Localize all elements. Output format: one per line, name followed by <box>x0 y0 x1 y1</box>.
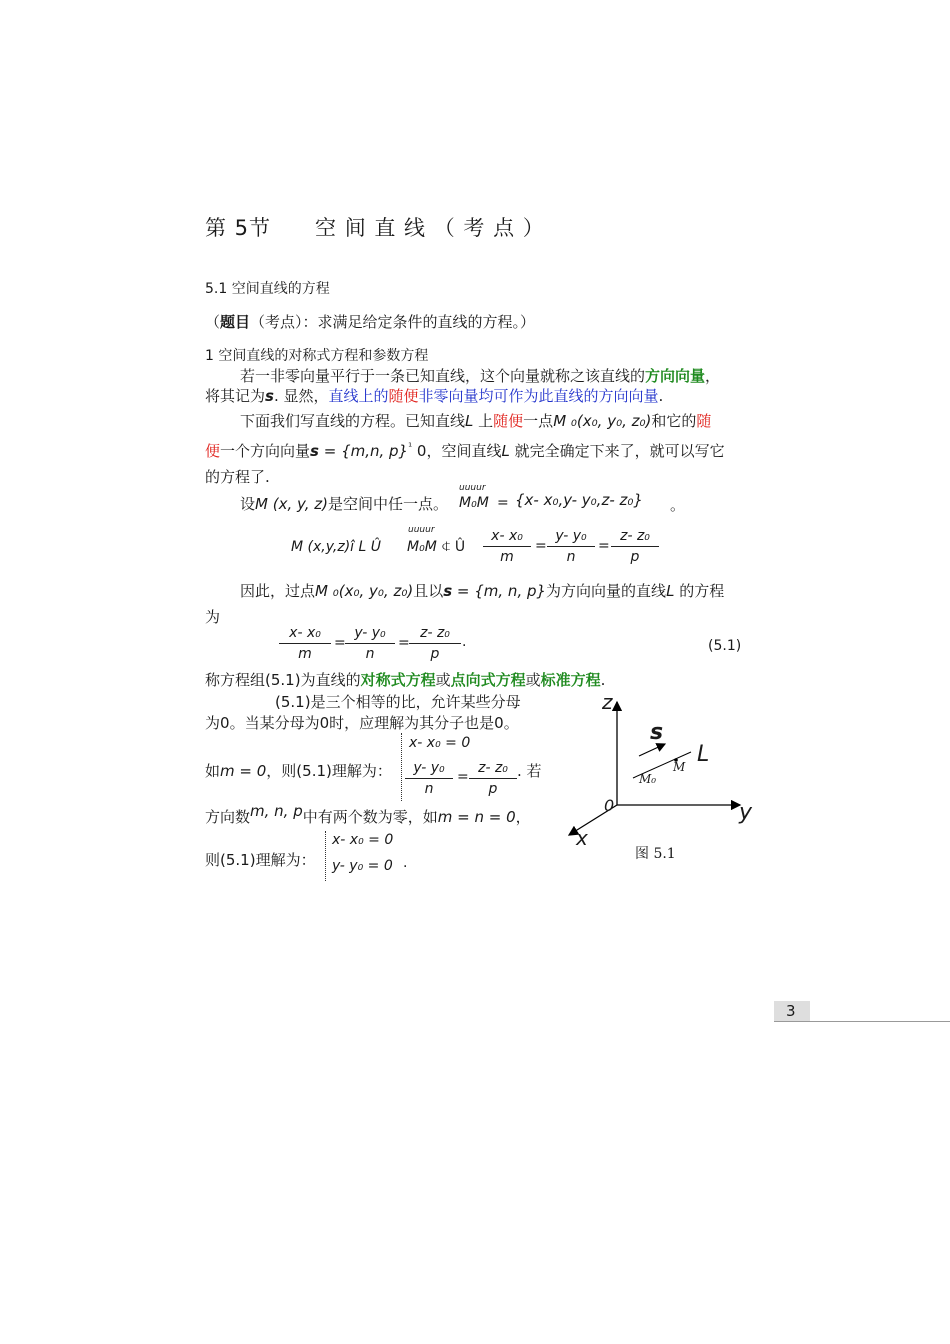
case2-line2: y- y₀ = 0 <box>332 858 393 874</box>
eq51-fraction-x <box>279 625 331 662</box>
symbol-L: L <box>501 442 510 460</box>
fraction-x <box>483 528 531 565</box>
vector-s-arrow <box>639 744 665 756</box>
text: 和它的 <box>651 412 697 430</box>
paragraph-6-line-1 <box>275 691 521 712</box>
symbol-L: L <box>465 412 474 430</box>
fraction-bar <box>611 546 659 547</box>
equals: = <box>398 635 410 651</box>
vector-M0M: M₀M <box>459 495 489 511</box>
s-label: s <box>650 720 664 745</box>
fraction-z <box>611 528 659 565</box>
case1-fraction-y <box>405 760 453 797</box>
highlight-blue: 非零向量均可作为此直线的方向向量 <box>418 387 659 405</box>
text: 方向数 <box>205 808 251 826</box>
period: . <box>462 634 467 650</box>
fraction-bar <box>409 643 461 644</box>
case1-line1: x- x₀ = 0 <box>409 735 471 751</box>
section-heading: 5.1 空间直线的方程 <box>205 281 330 297</box>
origin-label: 0 <box>604 796 615 815</box>
denominator: m <box>298 646 312 662</box>
text: 或 <box>525 671 541 689</box>
numerator: z- z₀ <box>420 625 450 641</box>
numerator: y- y₀ <box>555 528 587 544</box>
eq51-fraction-z <box>409 625 461 662</box>
text: 若一非零向量平行于一条已知直线，这个向量就称之该直线的 <box>240 367 646 385</box>
equals: = <box>535 538 547 554</box>
highlight-blue: 直线上的 <box>328 387 389 405</box>
highlight-red: 随 <box>696 412 712 430</box>
text: 时，应理解为其分子也是 <box>329 714 495 732</box>
fraction-bar <box>345 643 395 644</box>
term-symmetric: 对称式方程 <box>360 671 436 689</box>
term-direction-vector: 方向向量 <box>645 367 706 385</box>
eq51-fraction-y <box>345 625 395 662</box>
zero: 0 <box>220 714 230 732</box>
equals: = <box>457 769 469 785</box>
fraction-bar <box>405 778 453 779</box>
direction-set: = {m, n, p} <box>452 582 547 600</box>
topic-bold: 题目 <box>220 313 251 331</box>
text: 为直线的 <box>300 671 361 689</box>
term-standard: 标准方程 <box>540 671 601 689</box>
equation-ref: (5.1) <box>275 693 311 711</box>
text: . <box>600 671 606 689</box>
paragraph-5 <box>205 669 605 690</box>
x-label: x <box>576 826 588 850</box>
text: 中有两个数为零，如 <box>302 808 438 826</box>
vector-arrow-top: uuuur <box>408 525 435 535</box>
page-number: 3 <box>786 1002 796 1020</box>
paragraph-3 <box>240 493 448 514</box>
point-M0: M ₀(x₀, y₀, z₀) <box>315 582 414 600</box>
vector-s: s <box>443 582 453 600</box>
numerator: y- y₀ <box>413 760 445 776</box>
zero: 0 <box>494 714 504 732</box>
ne-symbol: ¹ <box>408 442 413 453</box>
denominator: n <box>424 781 434 797</box>
denominator: p <box>430 646 440 662</box>
text: 是三个相等的比，允许某些分母 <box>310 693 521 711</box>
topic-open: （ <box>205 313 221 331</box>
vector-arrow-top: uuuur <box>459 483 486 493</box>
paragraph-6-line-2 <box>205 712 519 733</box>
footer-rule <box>774 1021 950 1022</box>
topic-line <box>205 311 535 332</box>
case2-intro <box>205 849 316 870</box>
fraction-bar <box>483 546 531 547</box>
text: 。 <box>670 496 686 514</box>
denominator: m <box>500 549 514 565</box>
numerator: x- x₀ <box>491 528 523 544</box>
paragraph-4-line-2: 为 <box>205 608 221 626</box>
highlight-red: 便 <box>205 442 221 460</box>
text: 因此，过点 <box>240 582 316 600</box>
topic-rest: （考点）：求满足给定条件的直线的方程。） <box>250 313 536 331</box>
direction-set: = {m,n, p} <box>318 442 409 460</box>
paragraph-4-line-1 <box>240 580 724 601</box>
equation-ref: (5.1) <box>220 851 256 869</box>
zero: 0 <box>416 442 427 460</box>
text: 为方向向量的直线 <box>546 582 667 600</box>
highlight-red: 随便 <box>388 387 419 405</box>
numerator: x- x₀ <box>289 625 321 641</box>
text: 的方程 <box>674 582 725 600</box>
highlight-red: 随便 <box>493 412 524 430</box>
paragraph-1-line-1 <box>240 365 720 386</box>
text: . <box>658 387 664 405</box>
period: . <box>403 855 408 871</box>
text: 理解为： <box>331 762 392 780</box>
zero: 0 <box>319 714 330 732</box>
page-title: 第 5节 空 间 直 线 （ 考 点 ） <box>205 216 545 240</box>
y-label: y <box>739 800 753 825</box>
equation-ref: (5.1) <box>265 671 301 689</box>
term-point-direction: 点向式方程 <box>450 671 526 689</box>
m-n-zero: m = n = 0 <box>437 808 516 826</box>
direction-numbers: m, n, p <box>250 802 303 820</box>
paragraph-2-line-2 <box>205 440 725 461</box>
text: 如 <box>205 762 221 780</box>
text: 上 <box>473 412 494 430</box>
numerator: z- z₀ <box>620 528 650 544</box>
vector-M0M: M₀M <box>407 539 437 555</box>
equals: = <box>497 495 509 511</box>
text: ，则 <box>266 762 297 780</box>
equals: = <box>598 538 610 554</box>
text: 称方程组 <box>205 671 266 689</box>
m-equals-zero: m = 0 <box>220 762 267 780</box>
text: 为 <box>205 714 221 732</box>
equation-ref: (5.1) <box>296 762 332 780</box>
numerator: y- y₀ <box>354 625 386 641</box>
text: 。当某分母为 <box>229 714 320 732</box>
text: . 显然， <box>273 387 329 405</box>
denominator: p <box>630 549 640 565</box>
text: 是空间中任一点。 <box>327 495 448 513</box>
point-M0: M ₀(x₀, y₀, z₀) <box>553 412 652 430</box>
vector-s: s <box>265 387 274 405</box>
denominator: n <box>365 646 375 662</box>
z-label: z <box>602 690 613 714</box>
symbol-L: L <box>666 582 675 600</box>
point-M: M (x, y, z) <box>255 495 328 513</box>
fraction-bar <box>547 546 595 547</box>
denominator: p <box>488 781 498 797</box>
text: 一个方向向量 <box>220 442 311 460</box>
paragraph-1-line-2 <box>205 385 663 406</box>
M0-label: M₀ <box>639 772 657 786</box>
text: ， <box>515 808 531 826</box>
system-brace <box>325 831 330 881</box>
parallel-symbol: ⍧ Û <box>442 539 466 555</box>
denominator: n <box>566 549 576 565</box>
text: 则 <box>205 851 221 869</box>
M-label: M <box>673 760 686 774</box>
text: 将其记为 <box>205 387 266 405</box>
case1-intro <box>205 760 392 781</box>
fraction-bar <box>279 643 331 644</box>
equivalence-lhs: M (x,y,z)î L Û <box>291 539 382 555</box>
numerator: z- z₀ <box>478 760 508 776</box>
text: 理解为： <box>255 851 316 869</box>
paragraph-7 <box>205 802 531 827</box>
paragraph-2-line-3: 的方程了. <box>205 468 270 486</box>
text: 一点 <box>523 412 554 430</box>
text: 下面我们写直线的方程。已知直线 <box>240 412 466 430</box>
text: ， <box>705 367 721 385</box>
case1-post: . 若 <box>517 762 542 780</box>
text: 。 <box>503 714 519 732</box>
case1-fraction-z <box>469 760 517 797</box>
text: 就完全确定下来了，就可以写它 <box>509 442 725 460</box>
vector-s: s <box>310 442 319 460</box>
text: 设 <box>240 495 256 513</box>
text: ，空间直线 <box>426 442 502 460</box>
fraction-y <box>547 528 595 565</box>
text: 且以 <box>413 582 444 600</box>
paragraph-2-line-1 <box>240 410 711 431</box>
L-label: L <box>697 742 710 767</box>
equation-number: (5.1) <box>708 638 742 654</box>
equals: = <box>334 635 346 651</box>
subsection-heading: 1 空间直线的对称式方程和参数方程 <box>205 348 429 364</box>
text: 或 <box>435 671 451 689</box>
figure-caption: 图 5.1 <box>635 846 676 862</box>
difference-set: {x- x₀,y- y₀,z- z₀} <box>515 491 643 509</box>
fraction-bar <box>469 778 517 779</box>
case2-line1: x- x₀ = 0 <box>332 832 394 848</box>
